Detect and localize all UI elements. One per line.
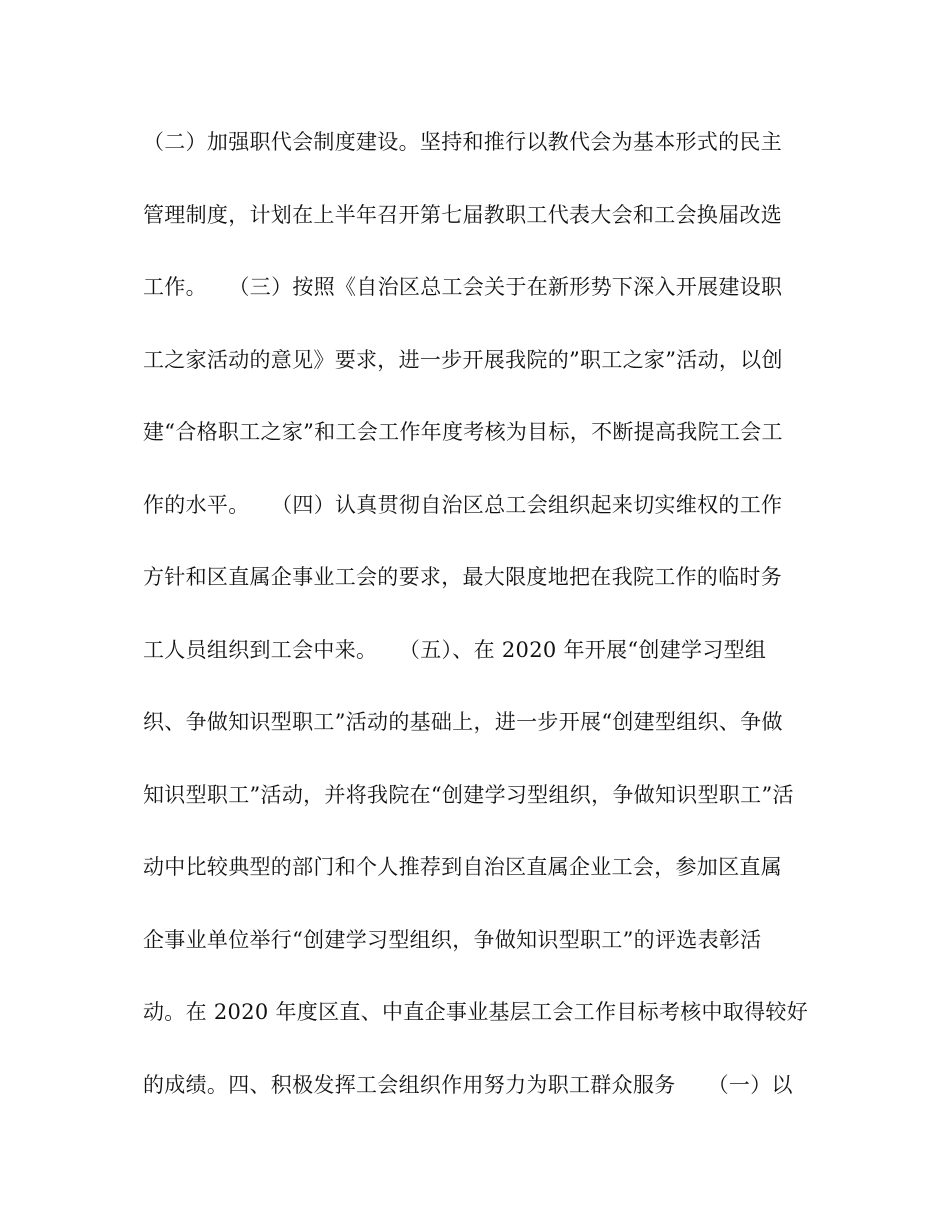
text-line-5: 建“合格职工之家”和工会工作年度考核为目标，不断提高我院工会工 xyxy=(143,420,783,444)
text-line-4: 工之家活动的意见》要求，进一步开展我院的”职工之家”活动，以创 xyxy=(143,347,783,372)
body-text xyxy=(143,120,808,1135)
text-line-14: 的成绩。四、积极发挥工会组织作用努力为职工群众服务 （一）以 xyxy=(143,1072,793,1097)
text-line-7: 方针和区直属企事业工会的要求，最大限度地把在我院工作的临时务 xyxy=(143,565,782,589)
text-line-6: 作的水平。 （四）认真贯彻自治区总工会组织起来切实维权的工作 xyxy=(143,492,783,517)
text-line-11: 动中比较典型的部门和个人推荐到自治区直属企业工会，参加区直属 xyxy=(143,855,782,879)
text-line-12: 企事业单位举行“创建学习型组织，争做知识型职工”的评选表彰活 xyxy=(143,927,762,952)
text-line-3: 工作。 （三）按照《自治区总工会关于在新形势下深入开展建设职 xyxy=(143,275,783,299)
text-line-1: （二）加强职代会制度建设。坚持和推行以教代会为基本形式的民主 xyxy=(143,130,782,154)
text-line-13: 动。在 2020 年度区直、中直企事业基层工会工作目标考核中取得较好 xyxy=(143,1000,808,1024)
text-line-9: 织、争做知识型职工”活动的基础上，进一步开展“创建型组织、争做 xyxy=(143,710,783,734)
text-line-2: 管理制度，计划在上半年召开第七届教职工代表大会和工会换届改选 xyxy=(143,202,782,227)
text-line-10: 知识型职工”活动，并将我院在“创建学习型组织，争做知识型职工”活 xyxy=(143,782,794,807)
text-line-8: 工人员组织到工会中来。 （五）、在 2020 年开展“创建学习型组 xyxy=(143,637,767,662)
